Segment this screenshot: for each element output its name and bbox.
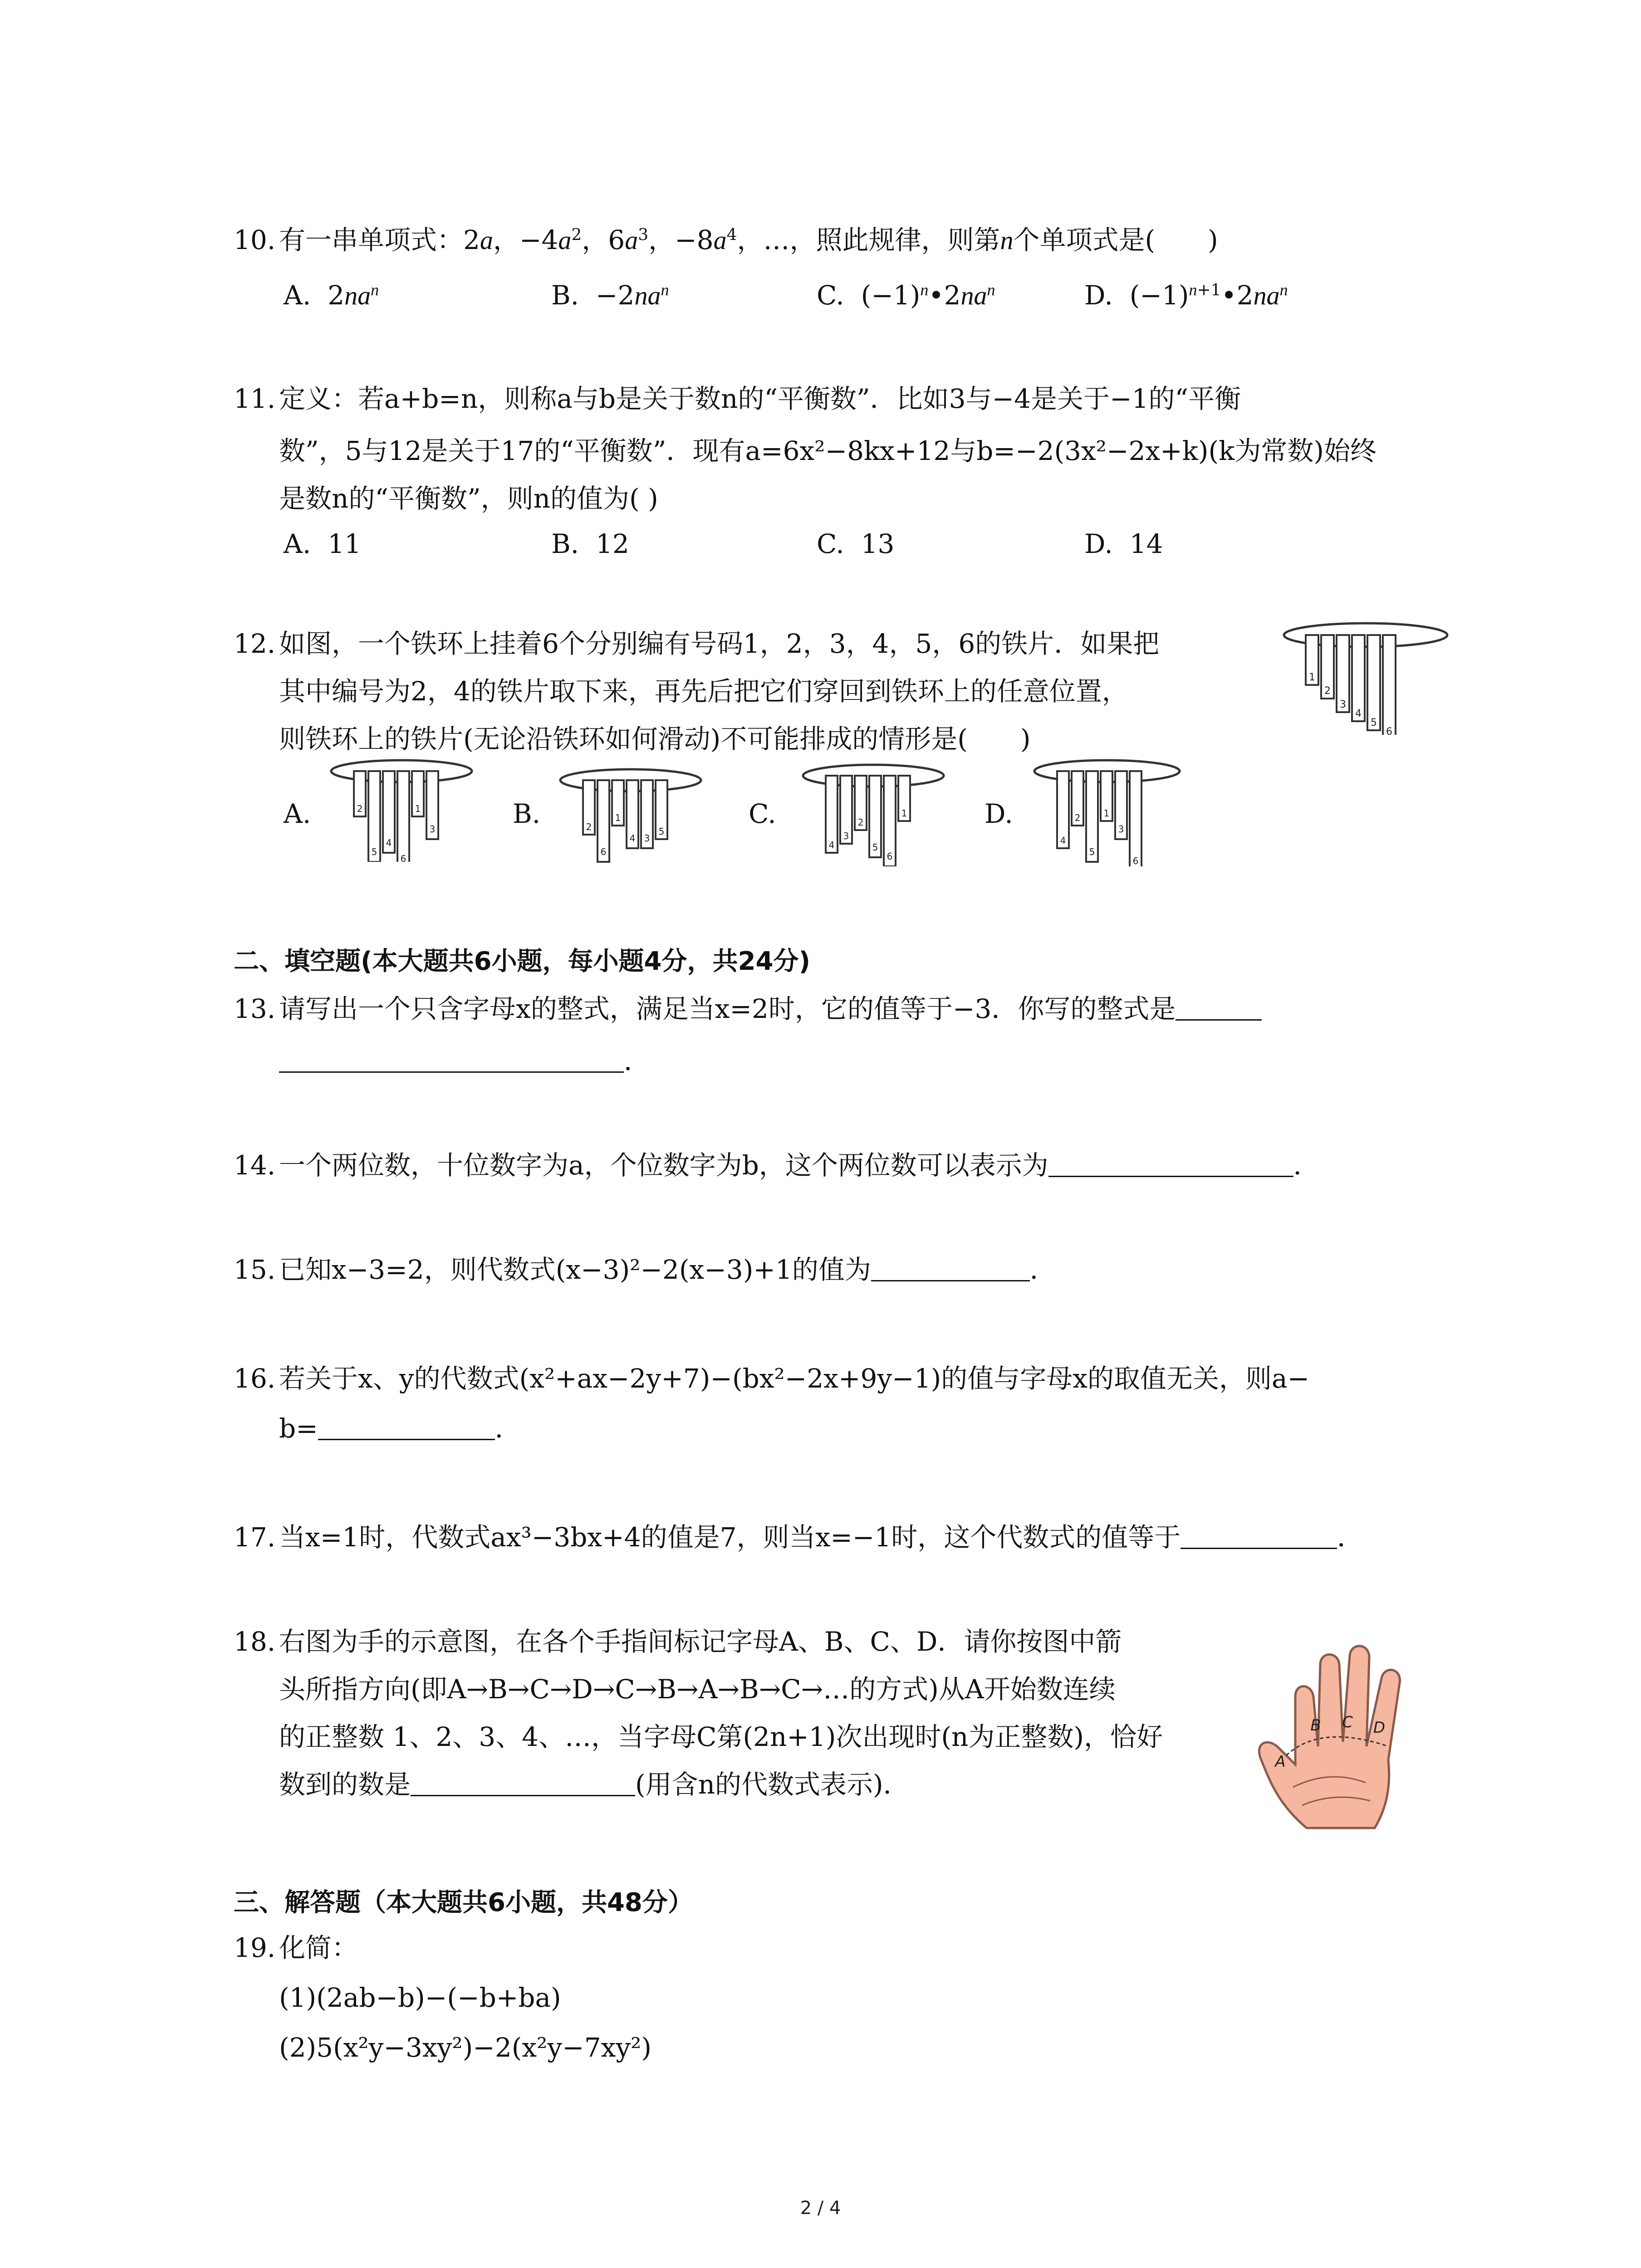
svg-text:2: 2 <box>357 803 363 814</box>
answer-blank[interactable] <box>411 1771 635 1796</box>
section-heading-fill-in: 二、填空题(本大题共6小题，每小题4分，共24分) <box>234 947 811 976</box>
svg-text:5: 5 <box>872 842 878 853</box>
svg-text:6: 6 <box>1132 855 1139 866</box>
question-15: 15. 已知x−3=2，则代数式(x−3)²−2(x−3)+1的值为 ． <box>234 1254 1056 1285</box>
section-heading-answers: 三、解答题（本大题共6小题，共48分） <box>234 1888 693 1917</box>
question-number: 11. <box>234 383 276 414</box>
svg-text:3: 3 <box>1118 824 1124 835</box>
answer-blank[interactable] <box>279 1048 624 1073</box>
option-d[interactable]: D. 14 <box>1084 528 1163 559</box>
svg-text:6: 6 <box>1386 726 1392 735</box>
hand-label-a: A <box>1275 1753 1286 1771</box>
svg-text:1: 1 <box>615 812 621 823</box>
question-11-line2: 数”，5与12是关于17的“平衡数”．现有a=6x²−8kx+12与b=−2(3x²−2x+k)(k为常数)始终 <box>279 435 1376 466</box>
svg-text:4: 4 <box>1060 835 1066 846</box>
question-number: 10. <box>234 225 276 255</box>
question-number: 14. <box>234 1150 276 1181</box>
svg-text:2: 2 <box>1324 685 1331 697</box>
question-14: 14. 一个两位数，十位数字为a，个位数字为b，这个两位数可以表示为 ． <box>234 1150 1320 1181</box>
option-c[interactable]: C. 13 <box>817 528 895 559</box>
svg-text:6: 6 <box>400 853 407 862</box>
svg-text:3: 3 <box>843 831 849 841</box>
option-d[interactable]: D. $(-1)^{n+1}•2na^n$ <box>1084 280 1288 311</box>
option-d[interactable]: D. <box>985 798 1013 829</box>
svg-text:5: 5 <box>1089 846 1095 857</box>
option-b[interactable]: B. 12 <box>551 528 629 559</box>
question-11-line3: 是数n的“平衡数”，则n的值为( ) <box>279 483 658 514</box>
question-12-line3: 则铁环上的铁片(无论沿铁环如何滑动)不可能排成的情形是( ) <box>279 723 1031 754</box>
hand-label-d: D <box>1373 1719 1386 1737</box>
option-a[interactable]: A. 11 <box>284 528 362 559</box>
option-c[interactable]: C. <box>749 798 776 829</box>
question-number: 18. <box>234 1626 276 1657</box>
svg-text:1: 1 <box>1309 672 1315 683</box>
question-11-line1: 定义：若a+b=n，则称a与b是关于数n的“平衡数”．比如3与−4是关于−1的“平衡 <box>279 383 1241 414</box>
page-number: 2 / 4 <box>800 2198 841 2219</box>
svg-text:5: 5 <box>658 826 665 837</box>
question-number: 13. <box>234 993 276 1024</box>
answer-blank[interactable] <box>1181 1524 1337 1549</box>
svg-text:3: 3 <box>644 833 650 844</box>
question-number: 15. <box>234 1254 276 1285</box>
svg-text:4: 4 <box>629 833 636 844</box>
svg-text:6: 6 <box>887 851 893 862</box>
hand-label-c: C <box>1342 1713 1353 1731</box>
question-19-part1: (1)(2ab−b)−(−b+ba) <box>279 1982 561 2013</box>
question-number: 12. <box>234 628 276 659</box>
svg-text:5: 5 <box>1371 717 1377 728</box>
hand-label-b: B <box>1310 1716 1321 1735</box>
hand-diagram <box>1252 1610 1443 1837</box>
question-12-line2: 其中编号为2，4的铁片取下来，再先后把它们穿回到铁环上的任意位置， <box>279 676 1128 707</box>
svg-text:5: 5 <box>371 846 377 857</box>
option-a[interactable]: A. $2na^n$ <box>284 280 379 311</box>
svg-text:1: 1 <box>415 803 421 814</box>
svg-text:1: 1 <box>1103 808 1110 819</box>
option-d-figure <box>1030 753 1184 866</box>
answer-blank[interactable] <box>1176 996 1262 1021</box>
svg-text:3: 3 <box>1340 699 1346 710</box>
svg-text:1: 1 <box>901 808 907 819</box>
svg-text:2: 2 <box>1074 812 1081 823</box>
iron-ring-figure <box>1279 617 1452 735</box>
option-b-figure <box>556 762 705 871</box>
question-number: 16. <box>234 1363 276 1394</box>
option-a[interactable]: A. <box>284 798 311 829</box>
option-b[interactable]: B. $-2na^n$ <box>551 280 669 311</box>
svg-text:6: 6 <box>600 846 607 857</box>
option-c-figure <box>798 758 948 866</box>
question-number: 19. <box>234 1932 276 1963</box>
question-number: 17. <box>234 1522 276 1553</box>
svg-text:3: 3 <box>429 824 436 835</box>
option-a-figure <box>327 753 476 862</box>
svg-text:2: 2 <box>857 817 864 828</box>
option-b[interactable]: B. <box>513 798 541 829</box>
option-c[interactable]: C. $(-1)^n•2na^n$ <box>817 280 995 311</box>
answer-blank[interactable] <box>318 1415 495 1440</box>
svg-text:4: 4 <box>386 837 392 848</box>
answer-blank[interactable] <box>1048 1152 1293 1177</box>
question-19-part2: (2)5(x²y−3xy²)−2(x²y−7xy²) <box>279 2032 652 2063</box>
svg-text:4: 4 <box>1355 708 1362 719</box>
question-12-line1: 如图，一个铁环上挂着6个分别编有号码1，2，3，4，5，6的铁片．如果把 <box>279 628 1160 659</box>
question-10-stem: 10. 有一串单项式：2a，$-4a^2$，$6a^3$，$-8a^4$，…，照此规律，则第n个单项式是( ) <box>234 225 1218 255</box>
question-17: 17. 当x=1时，代数式ax³−3bx+4的值是7，则当x=−1时，这个代数式的值等于 ． <box>234 1522 1364 1553</box>
svg-text:2: 2 <box>586 821 592 832</box>
answer-blank[interactable] <box>871 1256 1030 1281</box>
svg-text:4: 4 <box>828 840 835 850</box>
